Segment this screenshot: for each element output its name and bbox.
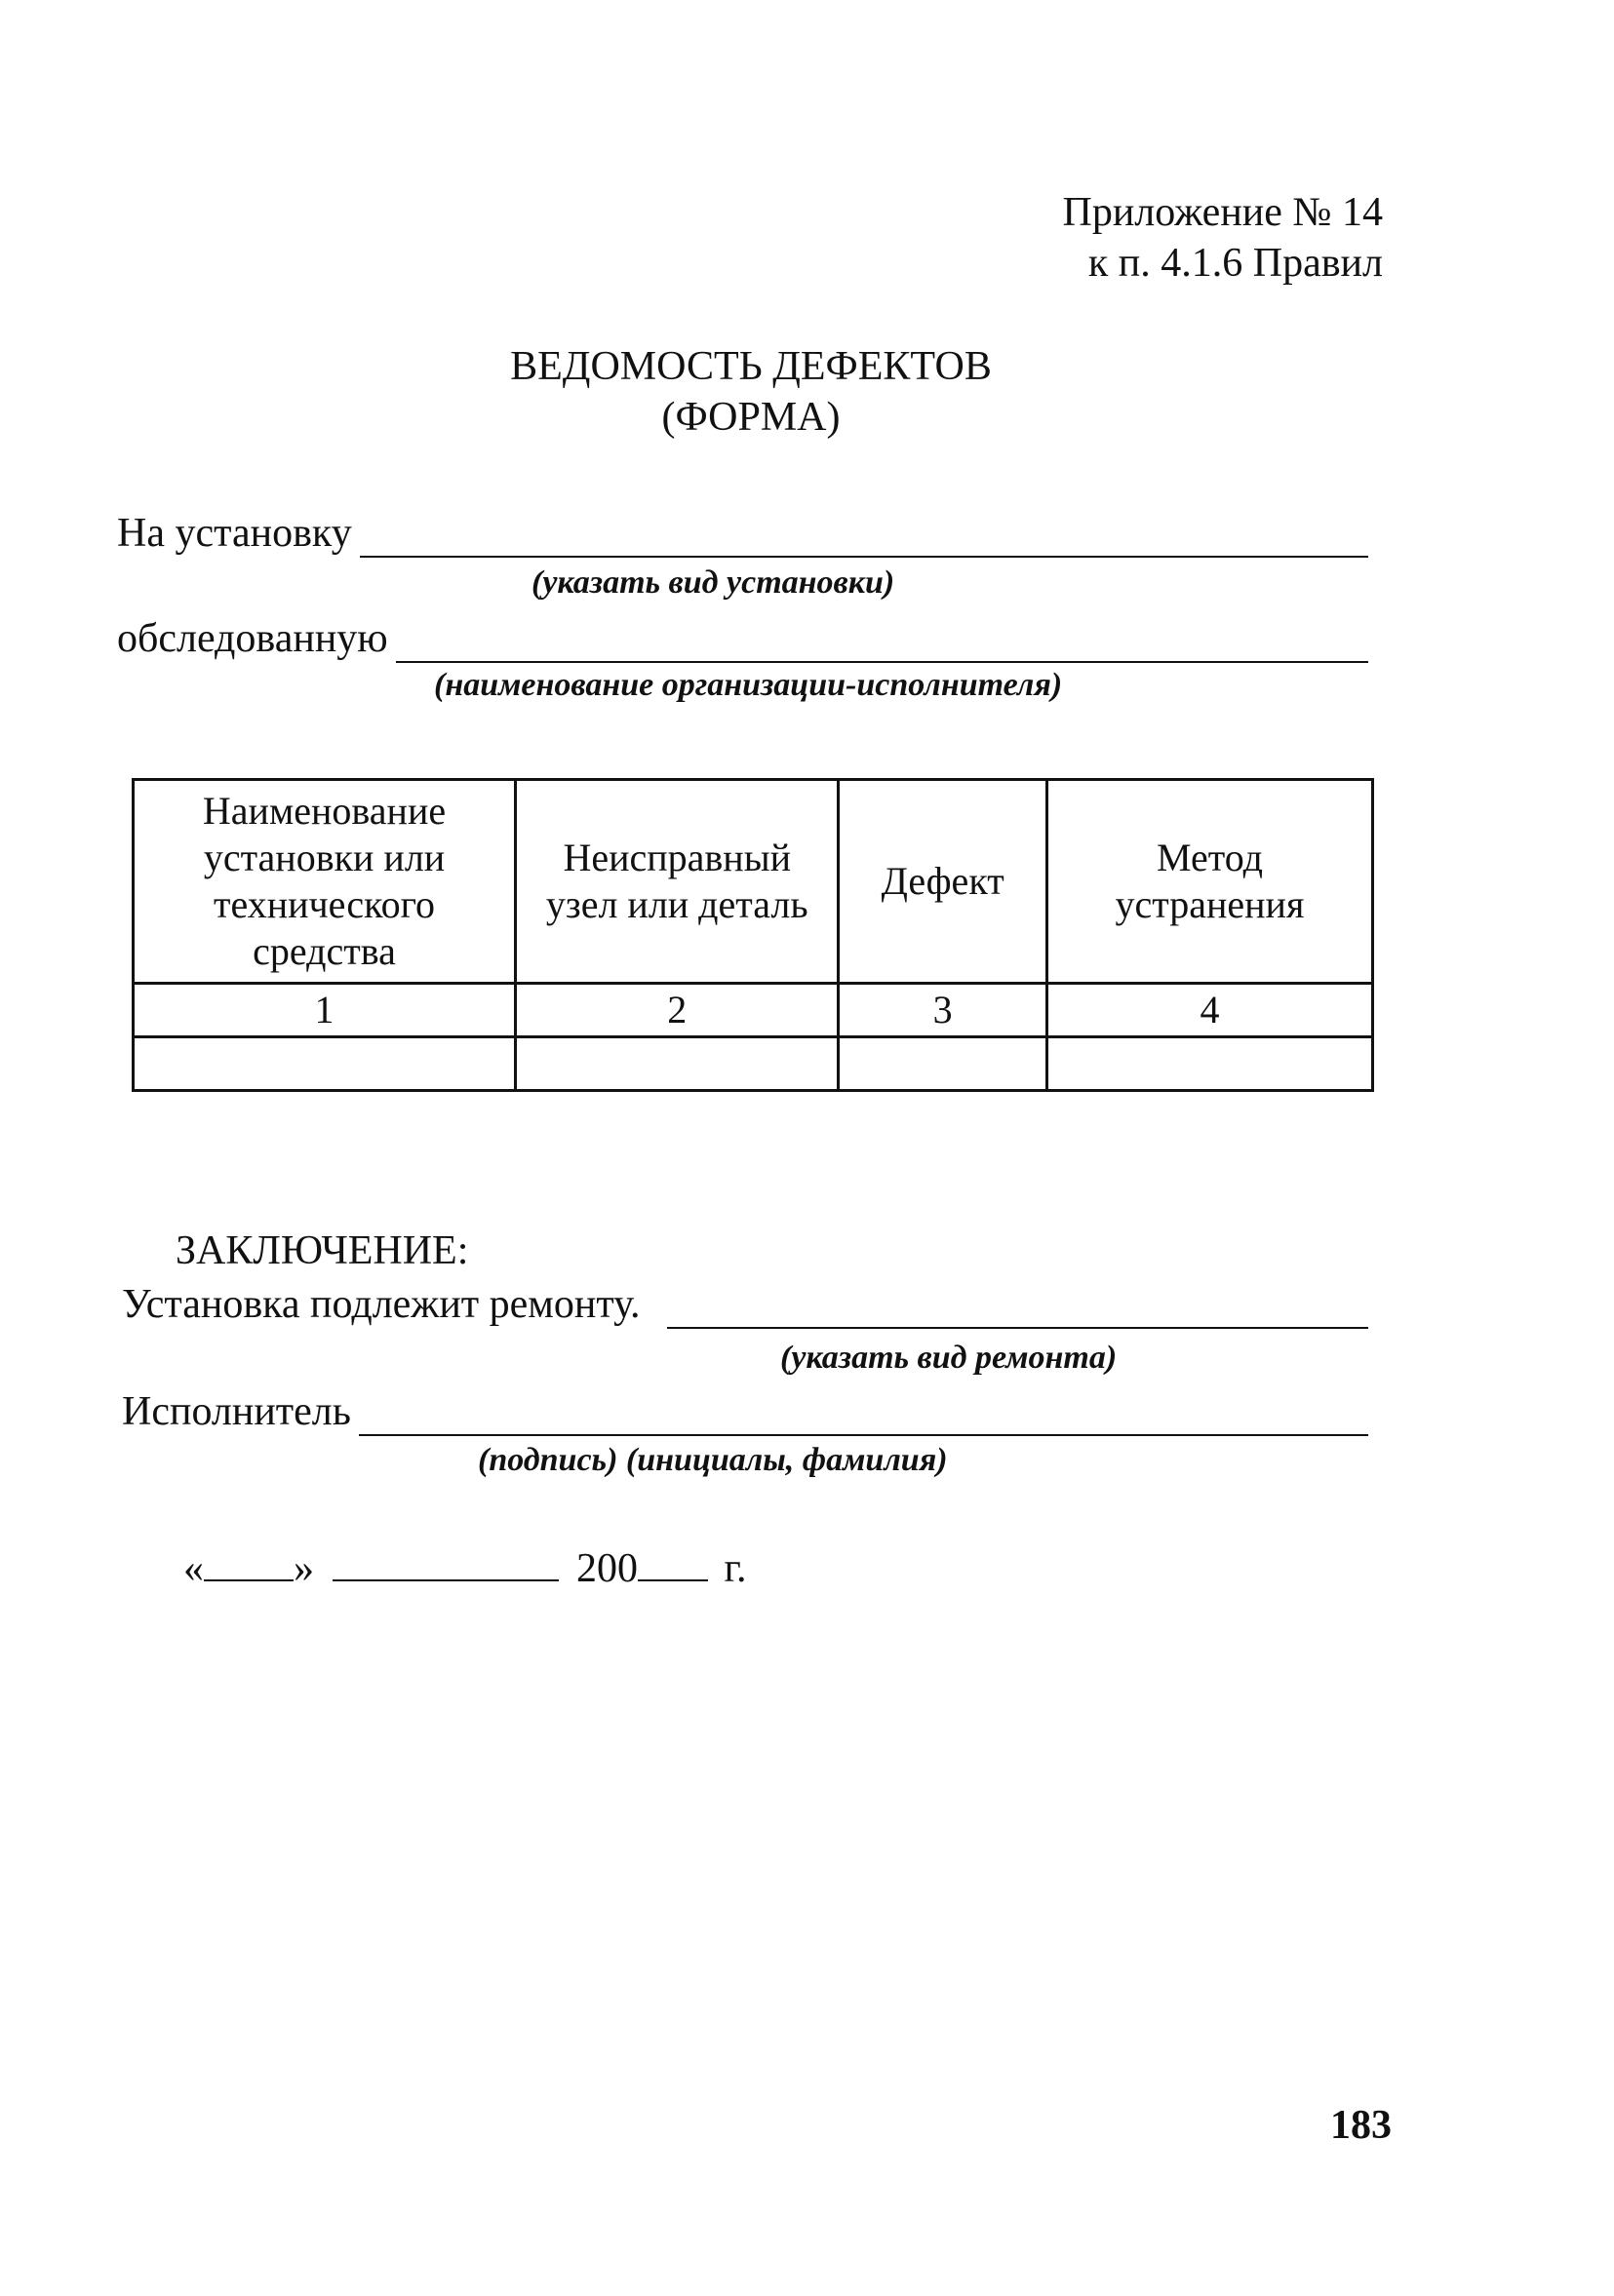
- repair-hint: (указать вид ремонта): [780, 1340, 1118, 1376]
- executor-field: [122, 1387, 1368, 1436]
- column-number-3: 3: [839, 984, 1046, 1037]
- defects-table: [132, 778, 1374, 1092]
- appendix-rule-reference: к п. 4.1.6 Правил: [1087, 241, 1383, 286]
- title-form: (ФОРМА): [661, 395, 841, 440]
- header-repair-method: Метод устранения: [1046, 780, 1372, 984]
- column-number-1: 1: [134, 984, 516, 1037]
- inspected-label: обследованную: [117, 616, 388, 661]
- empty-cell: [1046, 1037, 1372, 1091]
- date-year-prefix: 200: [576, 1546, 638, 1591]
- empty-cell: [516, 1037, 839, 1091]
- repair-blank-line: [667, 1288, 1368, 1329]
- header-defect: Дефект: [839, 780, 1046, 984]
- date-month-blank: [333, 1540, 559, 1581]
- table-header-row: [134, 780, 1373, 984]
- executor-label: Исполнитель: [122, 1389, 351, 1434]
- column-number-2: 2: [516, 984, 839, 1037]
- appendix-reference: [1063, 187, 1384, 289]
- executor-hint: (подпись) (инициалы, фамилия): [478, 1442, 948, 1478]
- installation-field: [117, 509, 1368, 558]
- title-main: ВЕДОМОСТЬ ДЕФЕКТОВ: [510, 344, 992, 389]
- date-day-blank: [204, 1540, 294, 1581]
- table-empty-row: [134, 1037, 1373, 1091]
- inspected-blank-line: [396, 622, 1368, 663]
- installation-label: На установку: [117, 511, 352, 556]
- date-year-blank: [638, 1540, 708, 1581]
- date-line: [183, 1540, 747, 1593]
- empty-cell: [134, 1037, 516, 1091]
- page-number: 183: [1330, 2103, 1392, 2148]
- table-column-numbers-row: [134, 984, 1373, 1037]
- header-faulty-part: Неисправный узел или деталь: [516, 780, 839, 984]
- installation-blank-line: [360, 517, 1368, 558]
- executor-blank-line: [359, 1395, 1368, 1436]
- column-number-4: 4: [1046, 984, 1372, 1037]
- date-open-quote: «: [183, 1546, 204, 1591]
- empty-cell: [839, 1037, 1046, 1091]
- date-year-suffix: г.: [724, 1546, 747, 1591]
- appendix-number: Приложение № 14: [1062, 190, 1383, 235]
- header-installation-name: Наименование установки или технического средства: [134, 780, 516, 984]
- installation-hint: (указать вид установки): [531, 564, 895, 601]
- date-close-quote: »: [294, 1546, 314, 1591]
- inspected-hint: (наименование организации-исполнителя): [434, 667, 1063, 703]
- document-title: [0, 341, 1502, 443]
- repair-label: Установка подлежит ремонту.: [122, 1282, 641, 1327]
- repair-field: [122, 1280, 1368, 1329]
- conclusion-heading: ЗАКЛЮЧЕНИЕ:: [176, 1228, 469, 1273]
- inspected-field: [117, 614, 1368, 663]
